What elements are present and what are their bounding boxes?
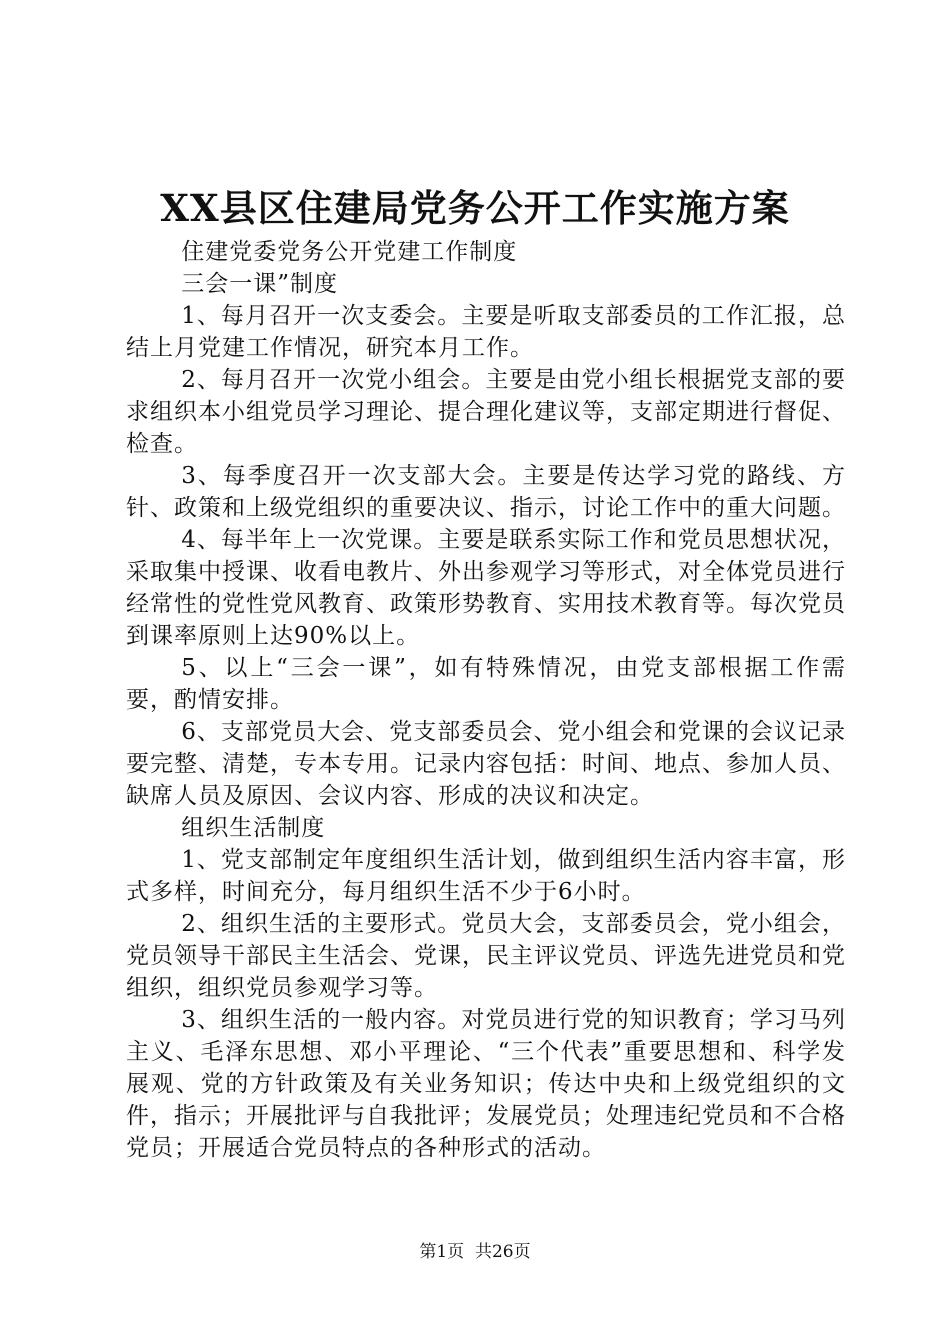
paragraph: 1、每月召开一次支委会。主要是听取支部委员的工作汇报，总结上月党建工作情况，研究本月工作。 [126, 303, 846, 361]
page-footer [0, 1240, 950, 1264]
paragraph: 1、党支部制定年度组织生活计划，做到组织生活内容丰富，形式多样，时间充分，每月组织生活不少于6小时。 [126, 847, 846, 905]
paragraph: 住建党委党务公开党建工作制度 [181, 239, 518, 265]
paragraph: 4、每半年上一次党课。主要是联系实际工作和党员思想状况，采取集中授课、收看电教片、外出参观学习等形式，对全体党员进行经常性的党性党风教育、政策形势教育、实用技术教育等。每次党员到课率原则上达90%以上。 [126, 527, 846, 649]
paragraph: 5、以上“三会一课”，如有特殊情况，由党支部根据工作需要，酌情安排。 [126, 655, 846, 713]
paragraph: 2、每月召开一次党小组会。主要是由党小组长根据党支部的要求组织本小组党员学习理论、提合理化建议等，支部定期进行督促、检查。 [126, 367, 846, 457]
document-body [126, 236, 846, 1164]
document-title: XX县区住建局党务公开工作实施方案 [160, 186, 790, 230]
paragraph: 6、支部党员大会、党支部委员会、党小组会和党课的会议记录要完整、清楚，专本专用。记录内容包括：时间、地点、参加人员、缺席人员及原因、会议内容、形成的决议和决定。 [126, 719, 846, 809]
page-number: 第1页 共26页 [419, 1242, 531, 1262]
paragraph: 2、组织生活的主要形式。党员大会，支部委员会，党小组会，党员领导干部民主生活会、党课，民主评议党员、评选先进党员和党组织，组织党员参观学习等。 [126, 911, 846, 1001]
paragraph: 组织生活制度 [181, 815, 326, 841]
paragraph: 3、组织生活的一般内容。对党员进行党的知识教育；学习马列主义、毛泽东思想、邓小平理论、“三个代表”重要思想和、科学发展观、党的方针政策及有关业务知识；传达中央和上级党组织的文件，指示；开展批评与自我批评；发展党员；处理违纪党员和不合格党员；开展适合党员特点的各种形式的活动。 [126, 1007, 846, 1161]
paragraph: 3、每季度召开一次支部大会。主要是传达学习党的路线、方针、政策和上级党组织的重要决议、指示，讨论工作中的重大问题。 [126, 463, 846, 521]
paragraph: 三会一课”制度 [181, 271, 338, 297]
